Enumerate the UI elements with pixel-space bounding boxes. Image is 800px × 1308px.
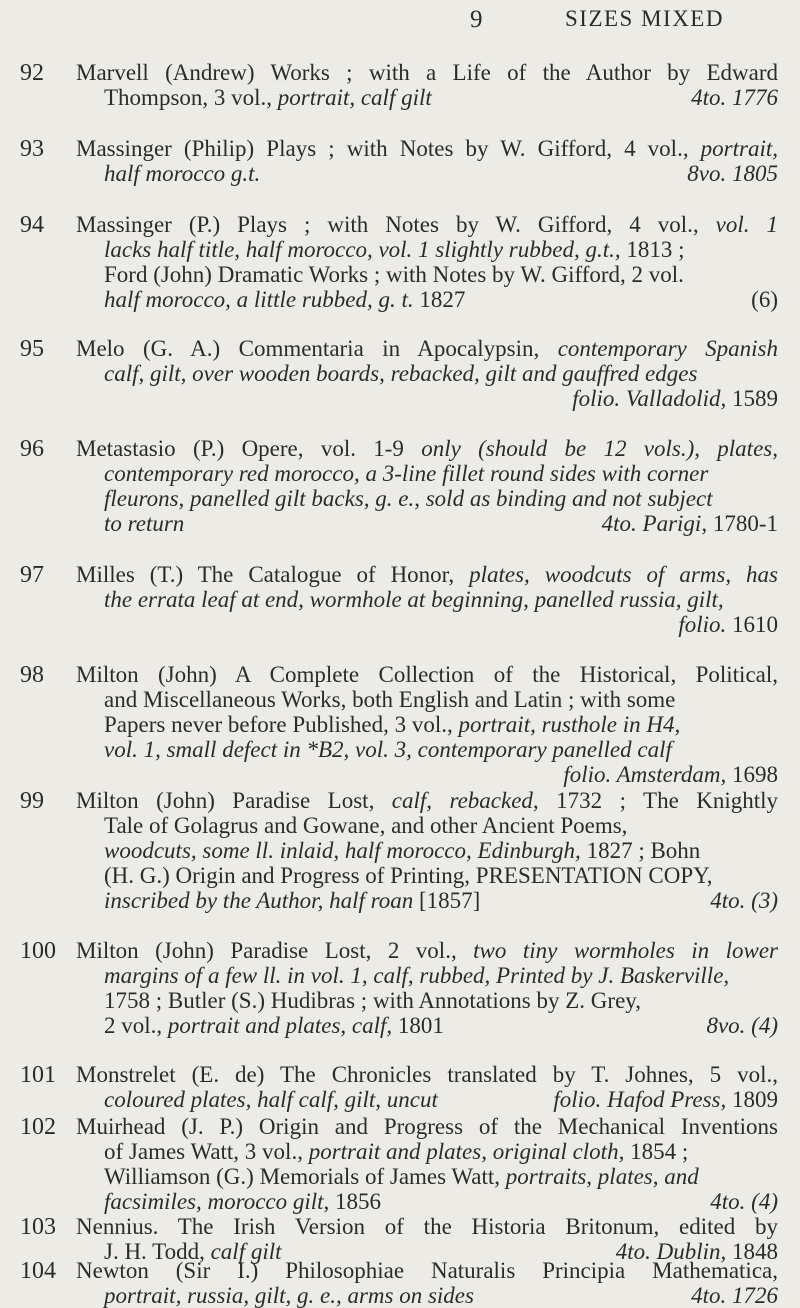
lot-number: 99 xyxy=(20,788,44,814)
lot-number: 104 xyxy=(20,1258,56,1284)
lot-number: 93 xyxy=(20,136,44,162)
lot-description: Newton (Sir I.) Philosophiae Naturalis Principia Mathematica, portrait, russia, gilt, g. e., arms on sides 4to. 1726 xyxy=(76,1258,778,1308)
lot-description: Metastasio (P.) Opere, vol. 1-9 only (should be 12 vols.), plates, contemporary red morocco, a 3-line fillet round sides with corner fleurons, panelled gilt backs, g. e., sold as binding and not subject to return 4to. Parigi, 1780-1 xyxy=(76,436,778,536)
lot-number: 97 xyxy=(20,562,44,588)
lot-number: 102 xyxy=(20,1114,56,1140)
lot-number: 100 xyxy=(20,938,56,964)
lot-description: Nennius. The Irish Version of the Historia Britonum, edited by J. H. Todd, calf gilt 4to. Dublin, 1848 xyxy=(76,1214,778,1264)
lot-number: 94 xyxy=(20,212,44,238)
lot-description: Muirhead (J. P.) Origin and Progress of the Mechanical Inventions of James Watt, 3 vol., portrait and plates, original cloth, 1854 ; Williamson (G.) Memorials of James Watt, portraits, plates, and facsimiles, morocco gilt, 1856 4to. (4) xyxy=(76,1114,778,1214)
lot-description: Monstrelet (E. de) The Chronicles translated by T. Johnes, 5 vol., coloured plates, half calf, gilt, uncut folio. Hafod Press, 1809 xyxy=(76,1062,778,1112)
lot-description: Milles (T.) The Catalogue of Honor, plates, woodcuts of arms, has the errata leaf at end, wormhole at beginning, panelled russia, gilt, folio. 1610 xyxy=(76,562,778,637)
lot-number: 98 xyxy=(20,662,44,688)
lot-description: Massinger (Philip) Plays ; with Notes by W. Gifford, 4 vol., portrait, half morocco g.t. 8vo. 1805 xyxy=(76,136,778,186)
lot-number: 92 xyxy=(20,60,44,86)
lot-description: Milton (John) Paradise Lost, calf, rebacked, 1732 ; The Knightly Tale of Golagrus and Gowane, and other Ancient Poems, woodcuts, some ll. inlaid, half morocco, Edinburgh, 1827 ; Bohn (H. G.) Origin and Progress of Printing, PRESENTATION COPY, inscribed by the Author, half roan [1857] 4to. (3) xyxy=(76,788,779,913)
page-number: 9 xyxy=(470,6,483,33)
lot-number: 95 xyxy=(20,336,44,362)
lot-number: 96 xyxy=(20,436,44,462)
lot-description: Milton (John) Paradise Lost, 2 vol., two tiny wormholes in lower margins of a few ll. in vol. 1, calf, rubbed, Printed by J. Baskerville, 1758 ; Butler (S.) Hudibras ; with Annotations by Z. Grey, 2 vol., portrait and plates, calf, 1801 8vo. (4) xyxy=(76,938,779,1038)
lot-number: 101 xyxy=(20,1062,56,1088)
lot-number: 103 xyxy=(20,1214,56,1240)
lot-description: Melo (G. A.) Commentaria in Apocalypsin, contemporary Spanish calf, gilt, over wooden boards, rebacked, gilt and gauffred edges folio. Valladolid, 1589 xyxy=(76,336,778,411)
lot-description: Marvell (Andrew) Works ; with a Life of the Author by Edward Thompson, 3 vol., portrait, calf gilt 4to. 1776 xyxy=(76,60,778,110)
lot-description: Milton (John) A Complete Collection of the Historical, Political, and Miscellaneous Works, both English and Latin ; with some Papers never before Published, 3 vol., portrait, rusthole in H4, vol. 1, small defect in *B2, vol. 3, contemporary panelled calf folio. Amsterdam, 1698 xyxy=(76,662,778,787)
lot-description: Massinger (P.) Plays ; with Notes by W. Gifford, 4 vol., vol. 1 lacks half title, half morocco, vol. 1 slightly rubbed, g.t., 1813 ; Ford (John) Dramatic Works ; with Notes by W. Gifford, 2 vol. half morocco, a little rubbed, g. t. 1827 (6) xyxy=(76,212,778,312)
running-title: SIZES MIXED xyxy=(565,6,724,31)
